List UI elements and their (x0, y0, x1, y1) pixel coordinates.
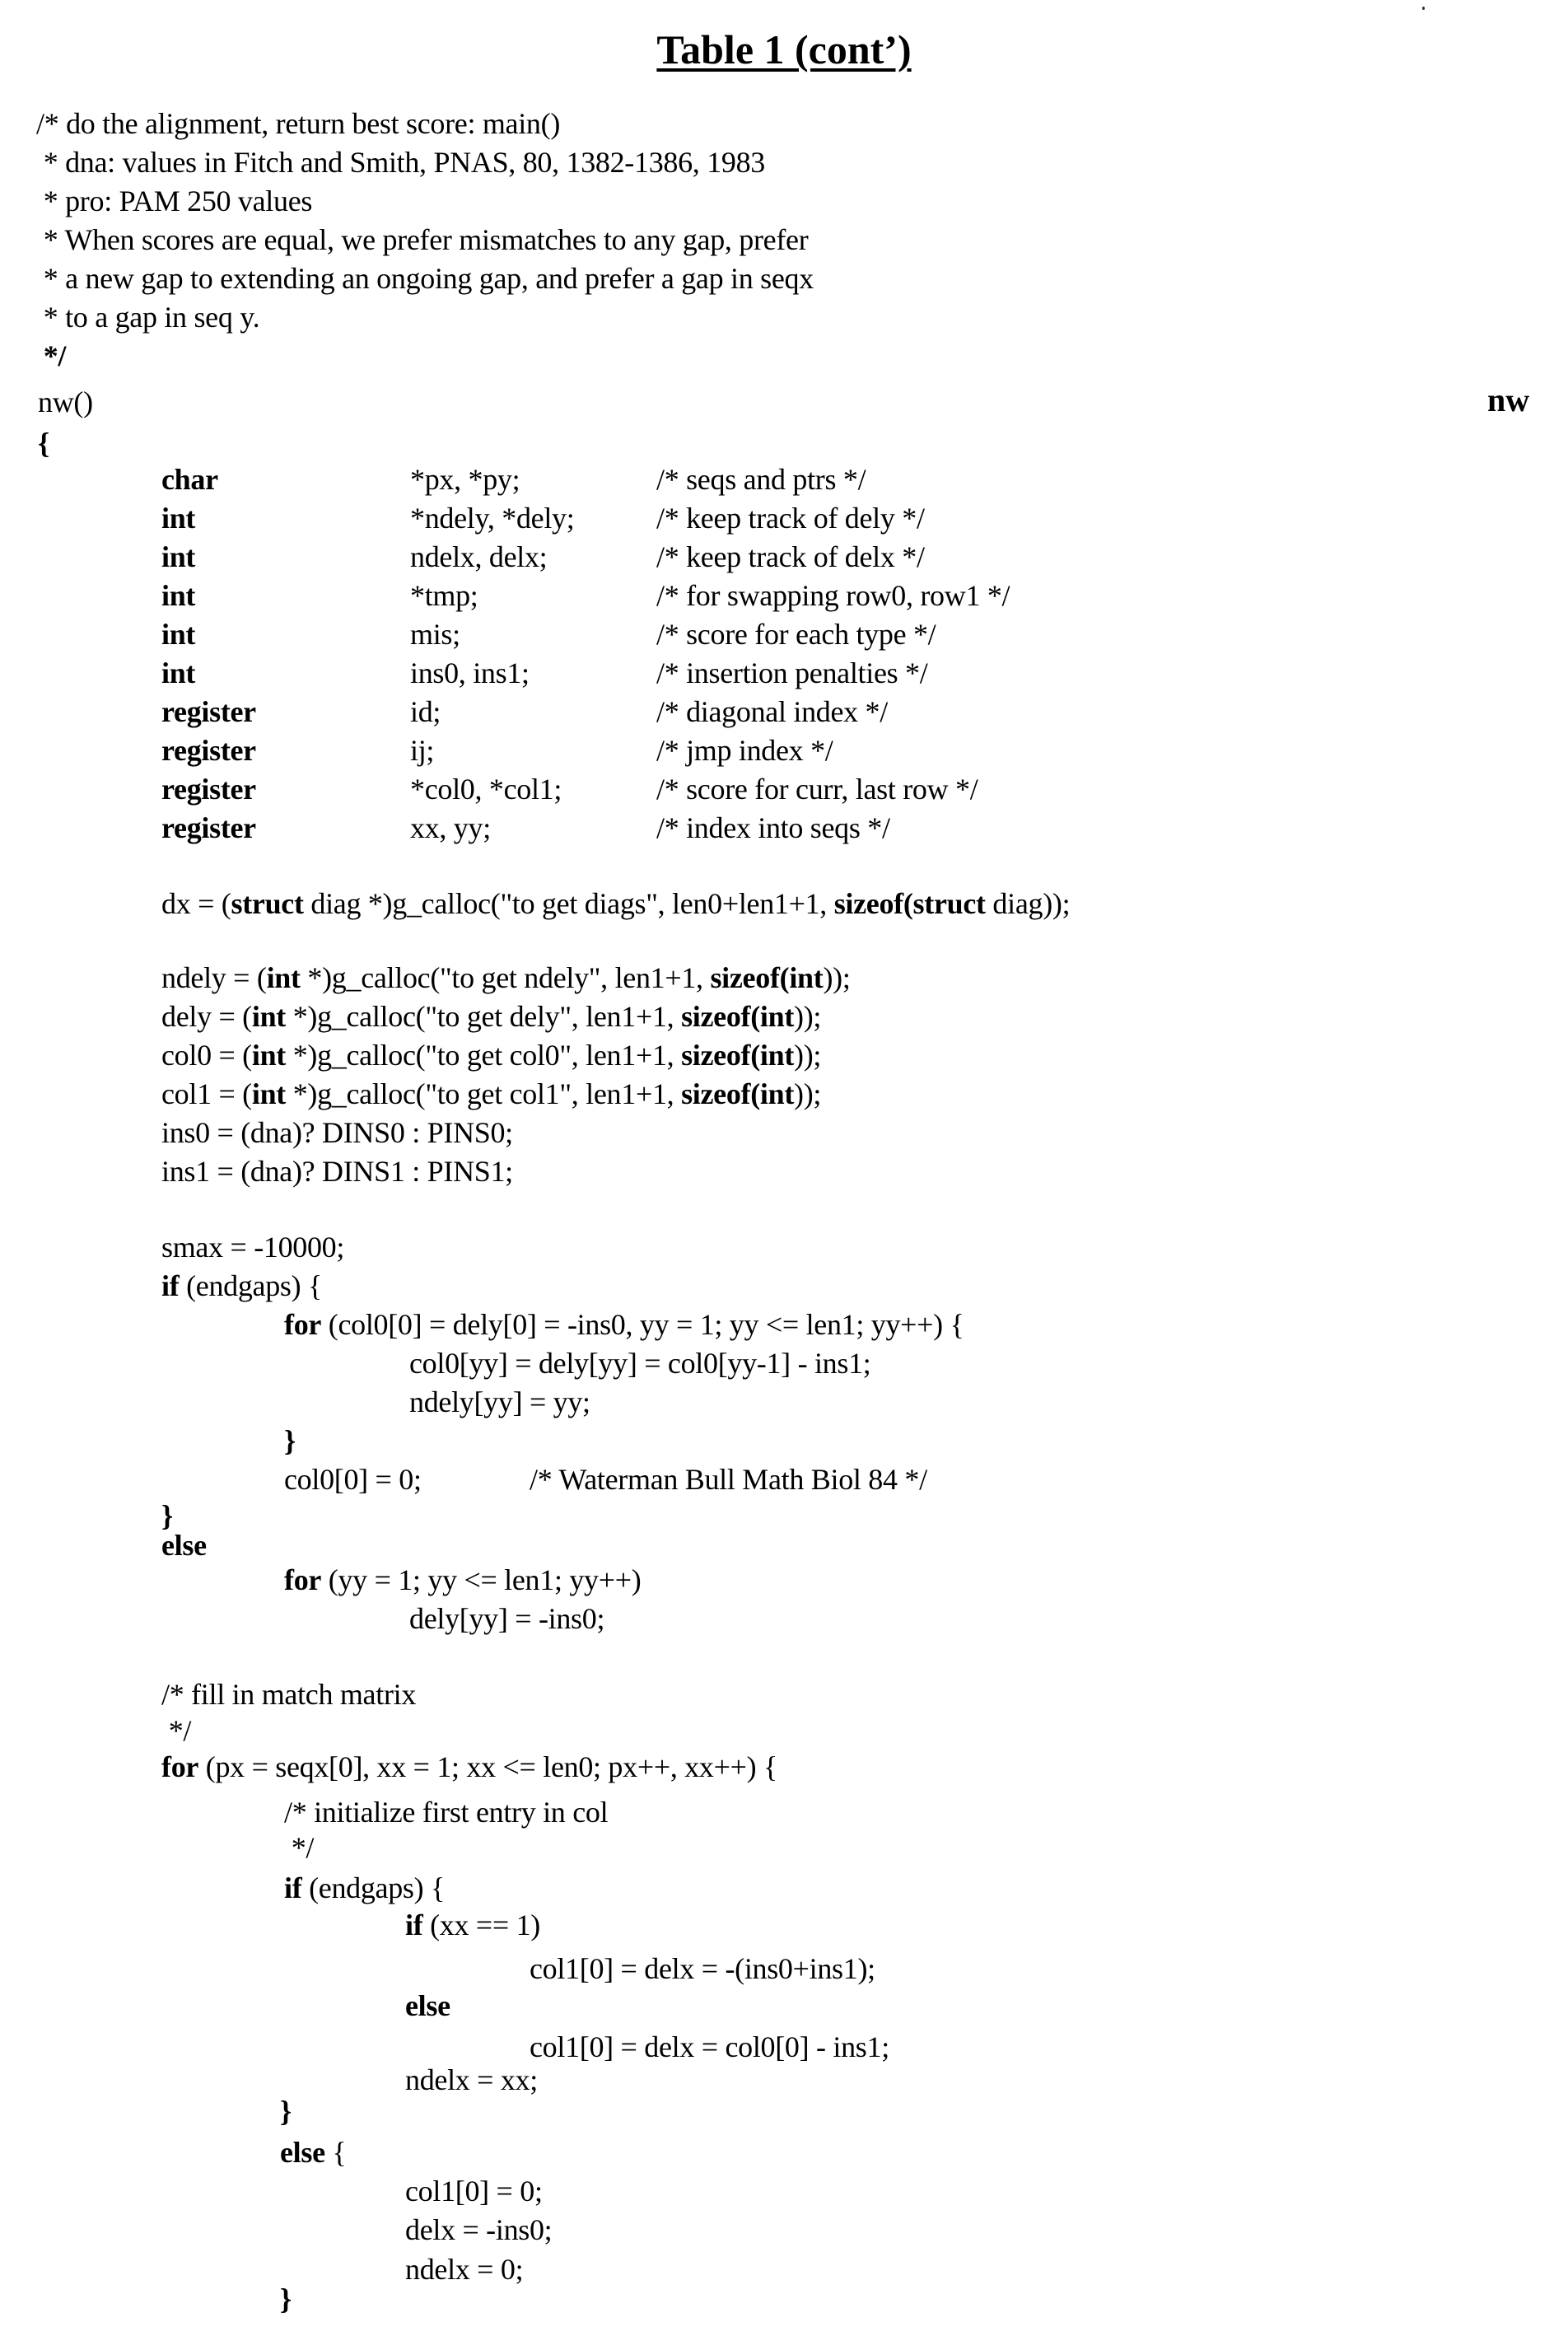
code-keyword: } (161, 1499, 173, 1532)
declaration-type: char (161, 463, 218, 496)
declaration-vars: *px, *py; (410, 463, 520, 496)
code-keyword: if (405, 1909, 423, 1941)
declaration-type: int (161, 618, 196, 651)
code-line (280, 2092, 292, 2131)
declaration-vars: xx, yy; (410, 811, 491, 844)
code-text: /* fill in match matrix (161, 1678, 417, 1711)
code-line (284, 1793, 608, 1832)
code-text: col1[0] = 0; (405, 2175, 543, 2208)
code-text: ins0 = (dna)? DINS0 : PINS0; (161, 1116, 513, 1149)
code-text: ndelx = xx; (405, 2063, 538, 2096)
declaration-comment: /* score for each type */ (656, 618, 936, 651)
code-keyword: struct (231, 887, 304, 920)
code-line (161, 1075, 821, 1114)
code-keyword: sizeof(int (681, 1077, 795, 1110)
side-label-nw: nw (1487, 381, 1530, 418)
code-line (409, 1344, 870, 1383)
code-line (409, 1600, 604, 1638)
code-line (161, 1114, 513, 1152)
code-line (284, 1460, 422, 1499)
page-title-text: Table 1 (cont’) (656, 26, 912, 72)
declaration-vars: *col0, *col1; (410, 773, 562, 806)
code-text: { (324, 2136, 347, 2169)
code-text: */ (161, 1714, 192, 1747)
code-line (161, 1036, 821, 1075)
code-line (280, 2133, 346, 2172)
comment-line: * to a gap in seq y. (36, 301, 260, 334)
code-text: )); (794, 1077, 822, 1110)
declaration-type: register (161, 695, 256, 728)
code-keyword: sizeof(int (710, 961, 824, 994)
code-text: dely[yy] = -ins0; (409, 1602, 605, 1635)
code-keyword: for (284, 1308, 322, 1341)
code-line (284, 1561, 641, 1600)
code-line (161, 885, 1070, 923)
declaration-comment: /* score for curr, last row */ (656, 773, 978, 806)
code-text: ndely = ( (161, 961, 267, 994)
declaration-type: int (161, 502, 196, 535)
declaration-comment: /* diagonal index */ (656, 695, 888, 728)
code-line (161, 1228, 344, 1267)
code-line (161, 1152, 513, 1191)
code-line (530, 2028, 889, 2067)
function-open-brace: { (38, 427, 49, 460)
comment-line: * pro: PAM 250 values (36, 185, 313, 217)
declaration-vars: *tmp; (410, 579, 478, 612)
declaration-comment: /* seqs and ptrs */ (656, 463, 866, 496)
code-line (284, 1306, 964, 1344)
declaration-vars: ins0, ins1; (410, 656, 530, 689)
code-text: (endgaps) { (179, 1269, 323, 1302)
declaration-comment: /* keep track of dely */ (656, 502, 925, 535)
code-line (161, 1748, 777, 1787)
code-text: (px = seqx[0], xx = 1; xx <= len0; px++, xx++) { (198, 1750, 778, 1783)
code-keyword: } (284, 1424, 296, 1457)
code-text: col0[0] = 0; (284, 1463, 422, 1496)
code-line (161, 1267, 322, 1306)
code-line (409, 1383, 590, 1422)
declaration-comment: /* insertion penalties */ (656, 656, 928, 689)
code-text: (yy = 1; yy <= len1; yy++) (321, 1563, 642, 1596)
declaration-comment: /* for swapping row0, row1 */ (656, 579, 1010, 612)
comment-line: * dna: values in Fitch and Smith, PNAS, 80, 1382-1386, 1983 (36, 146, 765, 179)
code-text: col1[0] = delx = col0[0] - ins1; (530, 2030, 889, 2063)
code-line (284, 1829, 314, 1867)
code-text: ndely[yy] = yy; (409, 1385, 590, 1418)
code-text: dely = ( (161, 1000, 252, 1033)
code-text: col0 = ( (161, 1039, 252, 1072)
code-text: *)g_calloc("to get dely", len1+1, (286, 1000, 682, 1033)
code-line (284, 1422, 296, 1460)
declaration-vars: id; (410, 695, 441, 728)
code-line (405, 1987, 450, 2025)
code-line (161, 1712, 191, 1750)
code-text: )); (794, 1039, 822, 1072)
declaration-comment: /* index into seqs */ (656, 811, 890, 844)
code-keyword: for (284, 1563, 322, 1596)
declaration-comment: /* jmp index */ (656, 734, 833, 767)
code-keyword: sizeof(struct (833, 887, 986, 920)
code-line (161, 959, 851, 997)
declaration-type: int (161, 540, 196, 573)
code-keyword: int (251, 1000, 286, 1033)
code-text: (xx == 1) (422, 1909, 540, 1941)
code-line (280, 2280, 292, 2319)
code-text: )); (794, 1000, 822, 1033)
declaration-comment: /* keep track of delx */ (656, 540, 925, 573)
declaration-type: int (161, 656, 196, 689)
code-keyword: int (251, 1077, 286, 1110)
code-line (161, 1526, 207, 1565)
scan-speck (1422, 7, 1425, 10)
code-line (530, 1950, 875, 1988)
declaration-type: register (161, 773, 256, 806)
code-keyword: if (284, 1871, 302, 1904)
code-line (161, 1675, 416, 1714)
code-keyword: else (405, 1989, 450, 2022)
declaration-vars: *ndely, *dely; (410, 502, 575, 535)
code-text: /* initialize first entry in col (284, 1796, 609, 1829)
declaration-type: register (161, 734, 256, 767)
code-text: )); (823, 961, 851, 994)
code-keyword: for (161, 1750, 199, 1783)
code-keyword: sizeof(int (681, 1000, 795, 1033)
declaration-vars: ndelx, delx; (410, 540, 548, 573)
code-keyword: else (161, 1529, 207, 1562)
code-keyword: } (280, 2095, 292, 2128)
code-keyword: int (251, 1039, 286, 1072)
declaration-vars: ij; (410, 734, 435, 767)
code-line (405, 2061, 538, 2100)
code-line (405, 1906, 540, 1945)
code-text: col1[0] = delx = -(ins0+ins1); (530, 1952, 875, 1985)
code-text: delx = -ins0; (405, 2213, 553, 2246)
code-keyword: sizeof(int (681, 1039, 795, 1072)
code-text: ins1 = (dna)? DINS1 : PINS1; (161, 1155, 513, 1188)
code-text: (col0[0] = dely[0] = -ins0, yy = 1; yy <= len1; yy++) { (321, 1308, 964, 1341)
code-text: diag *)g_calloc("to get diags", len0+len1+1, (303, 887, 834, 920)
code-text: diag)); (985, 887, 1071, 920)
code-line (405, 2172, 543, 2211)
code-line (405, 2250, 523, 2289)
code-keyword: else (280, 2136, 325, 2169)
declaration-type: int (161, 579, 196, 612)
inline-comment: /* Waterman Bull Math Biol 84 */ (530, 1463, 927, 1496)
code-line (405, 2211, 552, 2250)
comment-line: * a new gap to extending an ongoing gap, and prefer a gap in seqx (36, 262, 814, 295)
code-keyword: if (161, 1269, 180, 1302)
code-keyword: } (280, 2282, 292, 2315)
code-text: dx = ( (161, 887, 231, 920)
code-keyword: int (266, 961, 301, 994)
code-text: *)g_calloc("to get col1", len1+1, (286, 1077, 682, 1110)
code-text: col0[yy] = dely[yy] = col0[yy-1] - ins1; (409, 1347, 871, 1380)
declaration-type: register (161, 811, 256, 844)
code-line (161, 997, 821, 1036)
function-signature: nw() (38, 385, 93, 418)
comment-line: /* do the alignment, return best score: main() (36, 107, 561, 140)
code-text: ndelx = 0; (405, 2253, 524, 2286)
declaration-vars: mis; (410, 618, 460, 651)
code-text: (endgaps) { (301, 1871, 446, 1904)
code-text: *)g_calloc("to get ndely", len1+1, (300, 961, 711, 994)
comment-line: */ (36, 339, 67, 372)
code-text: *)g_calloc("to get col0", len1+1, (286, 1039, 682, 1072)
code-text: col1 = ( (161, 1077, 252, 1110)
code-text: */ (284, 1831, 315, 1864)
comment-line: * When scores are equal, we prefer mismatches to any gap, prefer (36, 223, 809, 256)
page-title (0, 25, 1568, 74)
code-line (284, 1869, 445, 1908)
code-text: smax = -10000; (161, 1231, 345, 1264)
